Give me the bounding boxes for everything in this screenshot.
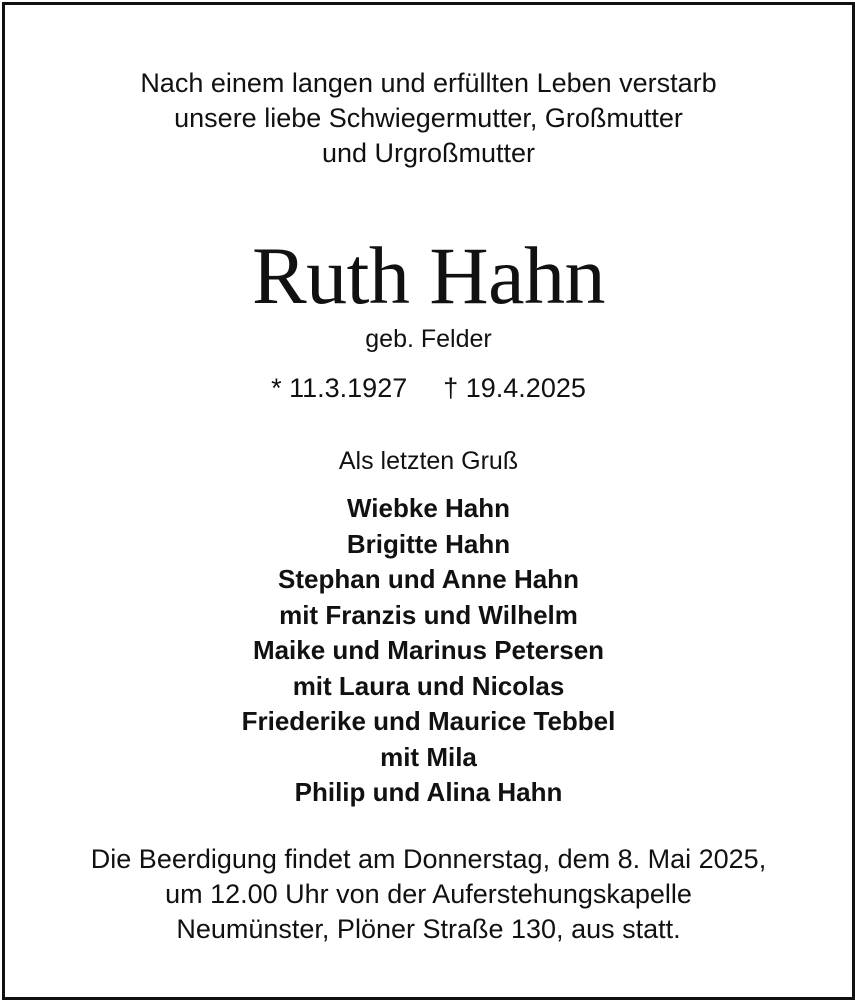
death-date: † 19.4.2025 bbox=[443, 373, 586, 403]
intro-line: Nach einem langen und erfüllten Leben verstarb bbox=[140, 68, 717, 98]
family-member: Friederike und Maurice Tebbel bbox=[241, 706, 616, 736]
family-member: Maike und Marinus Petersen bbox=[252, 635, 605, 665]
funeral-line: um 12.00 Uhr von der Auferstehungskapelle bbox=[165, 879, 692, 909]
family-list bbox=[5, 491, 852, 811]
obituary-notice bbox=[2, 2, 855, 1000]
family-member: Brigitte Hahn bbox=[346, 528, 511, 559]
intro-line: und Urgroßmutter bbox=[321, 138, 536, 168]
birth-date: * 11.3.1927 bbox=[271, 373, 408, 403]
family-member: Stephan und Anne Hahn bbox=[278, 564, 579, 594]
funeral-line: Die Beerdigung findet am Donnerstag, dem 8. Mai 2025, bbox=[90, 844, 767, 874]
family-member: Wiebke Hahn bbox=[346, 493, 511, 523]
maiden-name: geb. Felder bbox=[365, 325, 492, 353]
funeral-info bbox=[5, 842, 852, 947]
family-member: Philip und Alina Hahn bbox=[294, 777, 563, 807]
deceased-name: Ruth Hahn bbox=[251, 230, 606, 321]
family-member: mit Franzis und Wilhelm bbox=[279, 599, 578, 630]
family-member: mit Mila bbox=[380, 741, 477, 772]
family-member: mit Laura und Nicolas bbox=[292, 670, 565, 701]
greeting: Als letzten Gruß bbox=[338, 447, 519, 475]
funeral-line: Neumünster, Plöner Straße 130, aus statt. bbox=[176, 914, 681, 944]
intro-line: unsere liebe Schwiegermutter, Großmutter bbox=[174, 103, 683, 133]
intro-text bbox=[5, 66, 852, 171]
life-dates bbox=[5, 371, 852, 405]
